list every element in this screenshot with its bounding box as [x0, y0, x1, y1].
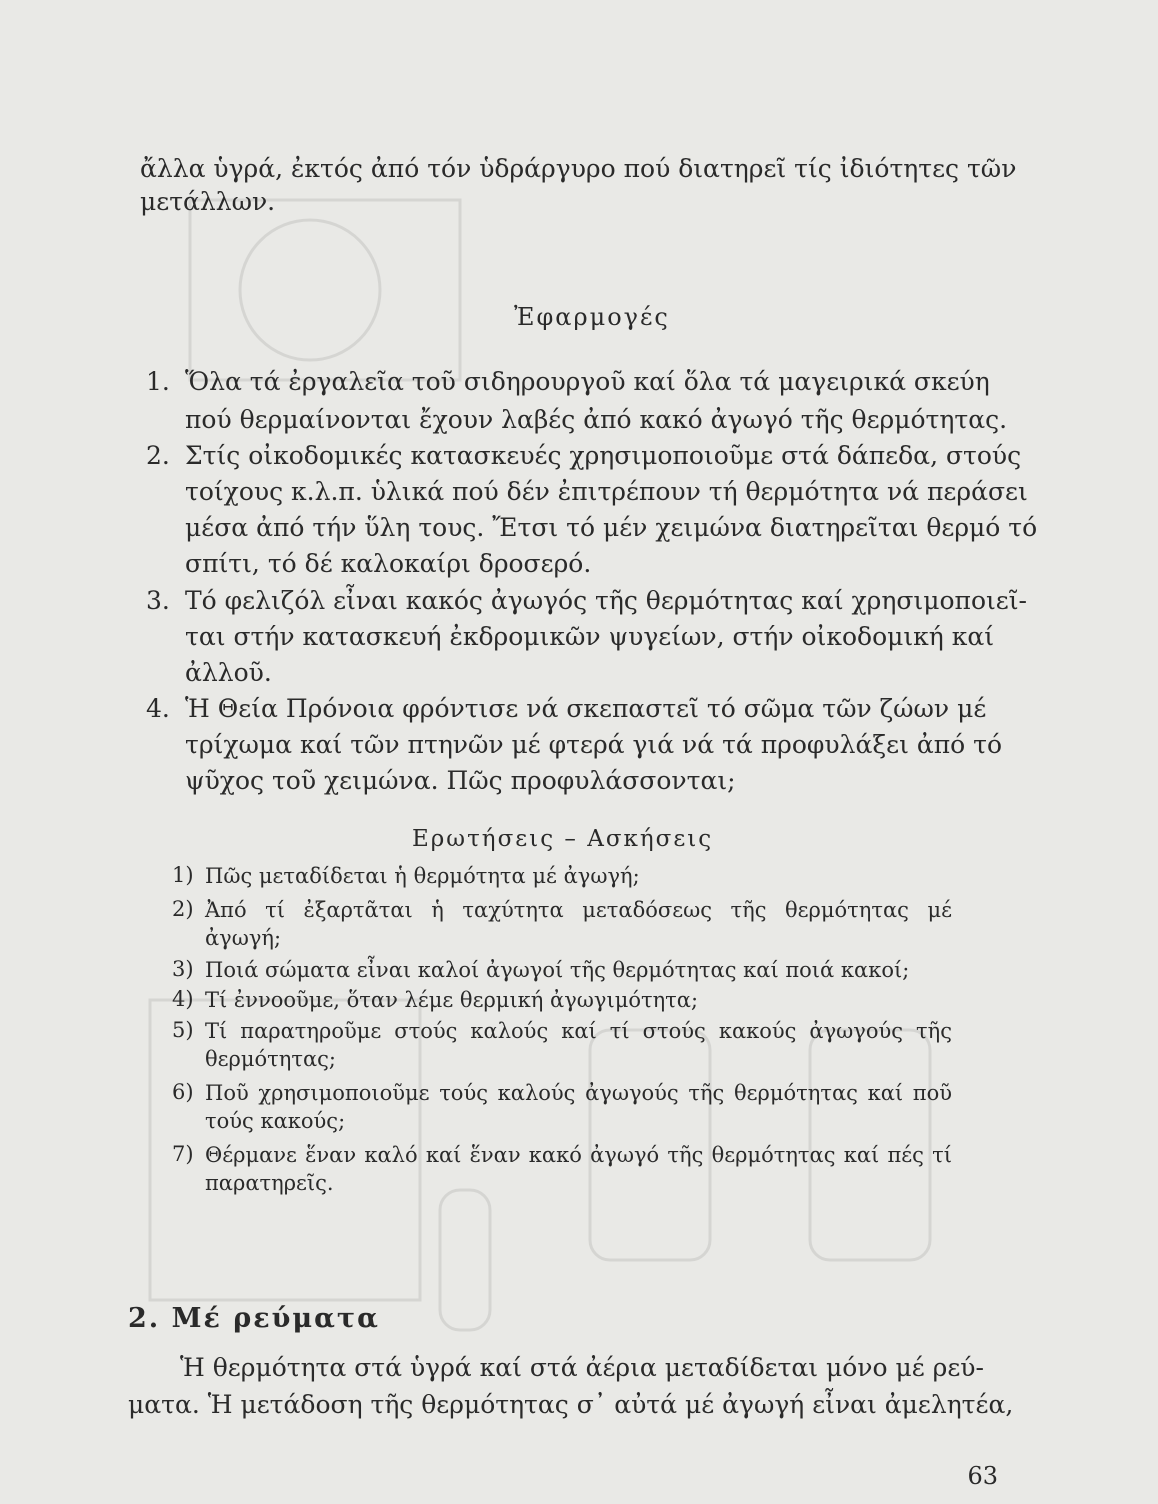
application-number-3: 3.	[146, 586, 170, 615]
question-4-line-1: Τί ἐννοοῦμε, ὅταν λέμε θερμική ἀγωγιμότητα;	[205, 988, 699, 1012]
application-4-line-1: Ἡ Θεία Πρόνοια φρόντισε νά σκεπαστεῖ τό σῶμα τῶν ζώων μέ	[185, 694, 987, 723]
question-number-1: 1)	[172, 863, 194, 887]
bleed-shape-circle	[240, 220, 380, 360]
question-3-line-1: Ποιά σώματα εἶναι καλοί ἀγωγοί τῆς θερμότητας καί ποιά κακοί;	[205, 958, 910, 982]
bleed-shape-frame	[190, 200, 460, 380]
application-1-line-1: Ὅλα τά ἐργαλεῖα τοῦ σιδηρουργοῦ καί ὅλα τά μαγειρικά σκεύη	[185, 367, 990, 396]
question-6-line-2: τούς κακούς;	[205, 1109, 346, 1133]
bleed-shape-flask	[440, 1190, 490, 1330]
application-number-1: 1.	[146, 367, 170, 396]
application-4-line-2: τρίχωμα καί τῶν πτηνῶν μέ φτερά γιά νά τά προφυλάξει ἀπό τό	[185, 730, 1003, 759]
question-number-6: 6)	[172, 1080, 194, 1104]
question-number-2: 2)	[172, 897, 194, 921]
application-1-line-2: πού θερμαίνονται ἔχουν λαβές ἀπό κακό ἀγωγό τῆς θερμότητας.	[185, 405, 1008, 434]
section-line-1: Ἡ θερμότητα στά ὑγρά καί στά ἀέρια μεταδίδεται μόνο μέ ρεύ-	[180, 1353, 984, 1382]
application-2-line-2: τοίχους κ.λ.π. ὑλικά πού δέν ἐπιτρέπουν τή θερμότητα νά περάσει	[185, 477, 1028, 506]
application-3-line-1: Τό φελιζόλ εἶναι κακός ἀγωγός τῆς θερμότητας καί χρησιμοποιεῖ-	[185, 586, 1027, 615]
application-2-line-4: σπίτι, τό δέ καλοκαίρι δροσερό.	[185, 549, 592, 578]
question-number-5: 5)	[172, 1018, 194, 1042]
question-2-line-2: ἀγωγή;	[205, 926, 282, 950]
application-number-2: 2.	[146, 441, 170, 470]
question-number-7: 7)	[172, 1142, 194, 1166]
application-2-line-1: Στίς οἰκοδομικές κατασκευές χρησιμοποιοῦμε στά δάπεδα, στούς	[185, 441, 1022, 470]
application-3-line-3: ἀλλοῦ.	[185, 658, 272, 687]
question-number-3: 3)	[172, 957, 194, 981]
intro-line-1: ἄλλα ὑγρά, ἐκτός ἀπό τόν ὑδράργυρο πού διατηρεῖ τίς ἰδιότητες τῶν	[140, 154, 1017, 183]
application-2-line-3: μέσα ἀπό τήν ὕλη τους. Ἔτσι τό μέν χειμώνα διατηρεῖται θερμό τό	[185, 513, 1038, 542]
section-line-2: ματα. Ἡ μετάδοση τῆς θερμότητας σ᾽ αὐτά μέ ἀγωγή εἶναι ἀμελητέα,	[128, 1390, 1014, 1419]
intro-line-2: μετάλλων.	[140, 187, 276, 216]
question-7-line-2: παρατηρεῖς.	[205, 1171, 334, 1195]
question-7-line-1: Θέρμανε ἕναν καλό καί ἕναν κακό ἀγωγό τῆς θερμότητας καί πές τί	[205, 1143, 952, 1167]
application-number-4: 4.	[146, 694, 170, 723]
application-4-line-3: ψῦχος τοῦ χειμώνα. Πῶς προφυλάσσονται;	[185, 766, 736, 795]
question-6-line-1: Ποῦ χρησιμοποιοῦμε τούς καλούς ἀγωγούς τῆς θερμότητας καί ποῦ	[205, 1081, 952, 1105]
applications-heading: Ἐφαρμογές	[514, 303, 670, 331]
section-title: 2. Μέ ρεύματα	[128, 1303, 380, 1334]
question-5-line-1: Τί παρατηροῦμε στούς καλούς καί τί στούς κακούς ἀγωγούς τῆς	[205, 1019, 952, 1043]
questions-heading: Ερωτήσεις – Ασκήσεις	[412, 826, 714, 852]
question-5-line-2: θερμότητας;	[205, 1047, 336, 1071]
question-number-4: 4)	[172, 987, 194, 1011]
page-number: 63	[967, 1462, 998, 1490]
question-2-line-1: Ἀπό τί ἐξαρτᾶται ἡ ταχύτητα μεταδόσεως τῆς θερμότητας μέ	[205, 898, 952, 922]
question-1-line-1: Πῶς μεταδίδεται ἡ θερμότητα μέ ἀγωγή;	[205, 864, 640, 888]
application-3-line-2: ται στήν κατασκευή ἐκδρομικῶν ψυγείων, στήν οἰκοδομική καί	[185, 622, 995, 651]
